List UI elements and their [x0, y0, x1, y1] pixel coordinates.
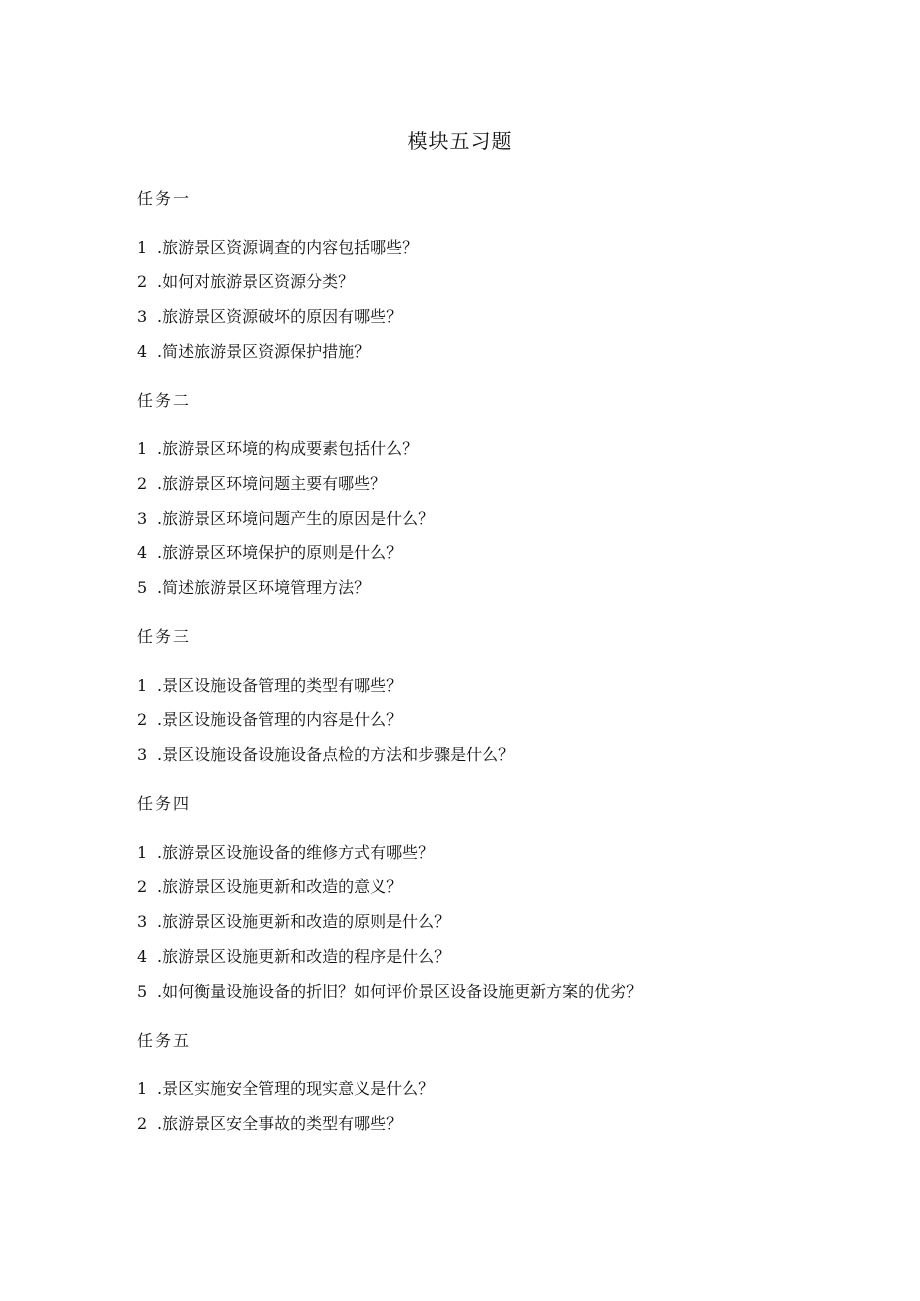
item-text: .简述旅游景区资源保护措施？ — [157, 342, 371, 361]
list-item — [137, 743, 514, 767]
item-text: .旅游景区环境问题产生的原因是什么？ — [157, 509, 435, 528]
list-item — [137, 472, 386, 496]
item-number: 3 — [137, 307, 148, 326]
item-number: 3 — [137, 509, 148, 528]
item-number: 3 — [137, 912, 148, 931]
item-text: .如何对旅游景区资源分类？ — [157, 272, 355, 291]
item-text: .旅游景区设施更新和改造的程序是什么？ — [157, 947, 451, 966]
list-item — [137, 945, 450, 969]
item-number: 2 — [137, 710, 148, 729]
item-text: .旅游景区环境问题主要有哪些？ — [157, 474, 387, 493]
section-heading-task-3: 任务三 — [137, 627, 192, 646]
item-text: .旅游景区设施更新和改造的意义？ — [157, 877, 403, 896]
page-title: 模块五习题 — [407, 129, 513, 153]
item-text: .旅游景区资源破坏的原因有哪些？ — [157, 307, 403, 326]
list-item — [137, 875, 402, 899]
item-text: .旅游景区环境保护的原则是什么？ — [157, 543, 403, 562]
item-number: 4 — [137, 543, 148, 562]
list-item — [137, 708, 402, 732]
list-item — [137, 340, 370, 364]
item-text: .景区设施设备管理的类型有哪些？ — [157, 676, 403, 695]
item-number: 5 — [137, 982, 148, 1001]
list-item — [137, 305, 402, 329]
item-text: .景区设施设备设施设备点检的方法和步骤是什么？ — [157, 745, 515, 764]
list-item — [137, 1112, 402, 1136]
list-item — [137, 541, 402, 565]
item-text: .旅游景区资源调查的内容包括哪些？ — [157, 238, 419, 257]
item-number: 1 — [137, 676, 148, 695]
section-heading-task-2: 任务二 — [137, 391, 192, 410]
item-number: 1 — [137, 238, 148, 257]
section-heading-task-4: 任务四 — [137, 794, 192, 813]
list-item — [137, 437, 418, 461]
item-number: 4 — [137, 947, 148, 966]
item-number: 5 — [137, 578, 148, 597]
item-number: 2 — [137, 877, 148, 896]
list-item — [137, 674, 402, 698]
item-number: 2 — [137, 272, 148, 291]
item-number: 4 — [137, 342, 148, 361]
section-heading-task-5: 任务五 — [137, 1031, 192, 1050]
item-text: .景区设施设备管理的内容是什么？ — [157, 710, 403, 729]
item-number: 1 — [137, 439, 148, 458]
list-item — [137, 507, 434, 531]
item-text: .旅游景区环境的构成要素包括什么？ — [157, 439, 419, 458]
list-item — [137, 1077, 434, 1101]
list-item — [137, 841, 434, 865]
list-item — [137, 576, 370, 600]
list-item — [137, 270, 354, 294]
item-text: .景区实施安全管理的现实意义是什么？ — [157, 1079, 435, 1098]
list-item — [137, 236, 418, 260]
item-number: 1 — [137, 1079, 148, 1098]
item-number: 3 — [137, 745, 148, 764]
item-text: .旅游景区设施设备的维修方式有哪些？ — [157, 843, 435, 862]
item-number: 2 — [137, 1114, 148, 1133]
item-text: .如何衡量设施设备的折旧？如何评价景区设备设施更新方案的优劣？ — [157, 982, 643, 1001]
section-heading-task-1: 任务一 — [137, 189, 192, 208]
list-item — [137, 910, 450, 934]
item-text: .旅游景区设施更新和改造的原则是什么？ — [157, 912, 451, 931]
item-number: 2 — [137, 474, 148, 493]
item-text: .旅游景区安全事故的类型有哪些？ — [157, 1114, 403, 1133]
item-text: .简述旅游景区环境管理方法？ — [157, 578, 371, 597]
item-number: 1 — [137, 843, 148, 862]
list-item — [137, 980, 642, 1004]
